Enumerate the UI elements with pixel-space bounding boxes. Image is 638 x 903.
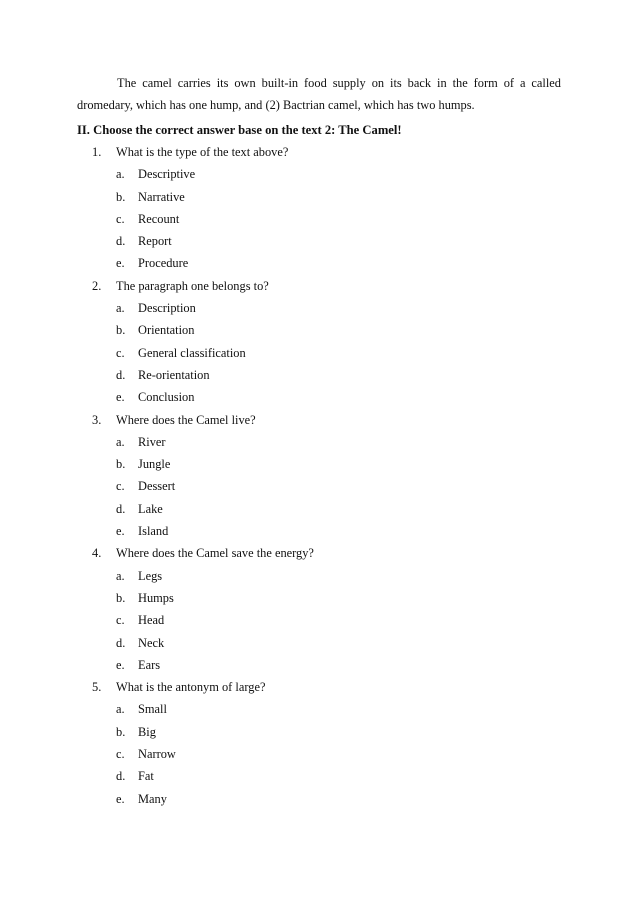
option-text: Small [138,702,167,717]
question-number: 1. [92,145,102,159]
answer-option [0,208,638,230]
option-text: Orientation [138,323,195,338]
option-text: Conclusion [138,390,195,405]
question-text: Where does the Camel live? [116,412,256,427]
answer-option [0,609,638,631]
question-2 [0,275,638,297]
option-text: Narrow [138,747,176,762]
question-1 [0,141,638,163]
answer-option [0,186,638,208]
option-text: Narrative [138,189,185,204]
option-letter: d. [116,234,126,249]
question-list [0,141,638,810]
option-text: Fat [138,769,154,784]
option-letter: e. [116,256,125,271]
question-text: The paragraph one belongs to? [116,278,269,293]
option-text: Recount [138,211,180,226]
option-letter: c. [116,747,125,762]
answer-option [0,565,638,587]
option-text: General classification [138,345,246,360]
option-text: Legs [138,568,163,583]
section-heading: II. Choose the correct answer base on the text 2: The Camel! [77,123,402,137]
option-letter: a. [116,568,125,583]
question-number: 5. [92,680,102,695]
answer-option [0,654,638,676]
question-number: 4. [92,546,102,561]
answer-option [0,587,638,609]
intro-line-1: The camel carries its own built-in food supply on its back in the form of a called [117,76,561,90]
option-letter: a. [116,167,125,182]
question-5 [0,676,638,698]
option-text: Description [138,301,196,316]
option-text: Jungle [138,457,171,472]
option-text: Descriptive [138,167,196,182]
option-text: Humps [138,590,174,605]
option-letter: a. [116,434,125,449]
option-text: Island [138,524,169,539]
answer-option [0,721,638,743]
option-letter: c. [116,479,125,494]
option-text: Lake [138,501,163,516]
option-letter: a. [116,301,125,316]
option-text: Report [138,234,172,249]
question-number: 3. [92,412,102,427]
option-letter: b. [116,323,126,338]
answer-option [0,632,638,654]
option-text: Dessert [138,479,176,494]
option-text: Neck [138,635,165,650]
answer-option [0,453,638,475]
answer-option [0,342,638,364]
question-4 [0,542,638,564]
question-number: 2. [92,278,102,293]
question-3 [0,409,638,431]
option-text: River [138,434,166,449]
option-letter: e. [116,791,125,806]
option-text: Re-orientation [138,367,210,382]
answer-option [0,765,638,787]
answer-option [0,520,638,542]
option-letter: e. [116,524,125,539]
option-letter: c. [116,613,125,628]
answer-option [0,498,638,520]
option-text: Head [138,613,165,628]
answer-option [0,163,638,185]
option-letter: b. [116,457,126,472]
option-text: Ears [138,657,161,672]
option-text: Procedure [138,256,189,271]
question-text: Where does the Camel save the energy? [116,546,314,561]
answer-option [0,788,638,810]
option-letter: e. [116,657,125,672]
answer-option [0,698,638,720]
option-text: Many [138,791,167,806]
option-letter: d. [116,769,126,784]
answer-option [0,364,638,386]
question-text: What is the antonym of large? [116,680,266,695]
option-letter: d. [116,635,126,650]
option-letter: d. [116,367,126,382]
answer-option [0,386,638,408]
answer-option [0,475,638,497]
answer-option [0,319,638,341]
intro-paragraph [77,72,561,116]
option-letter: d. [116,501,126,516]
option-letter: c. [116,345,125,360]
option-letter: e. [116,390,125,405]
answer-option [0,230,638,252]
answer-option [0,431,638,453]
answer-option [0,297,638,319]
intro-line-2: dromedary, which has one hump, and (2) Bactrian camel, which has two humps. [77,98,475,112]
answer-option [0,252,638,274]
question-text: What is the type of the text above? [116,145,289,159]
option-letter: b. [116,590,126,605]
option-letter: b. [116,724,126,739]
option-letter: c. [116,211,125,226]
answer-option [0,743,638,765]
option-letter: a. [116,702,125,717]
option-letter: b. [116,189,126,204]
option-text: Big [138,724,156,739]
